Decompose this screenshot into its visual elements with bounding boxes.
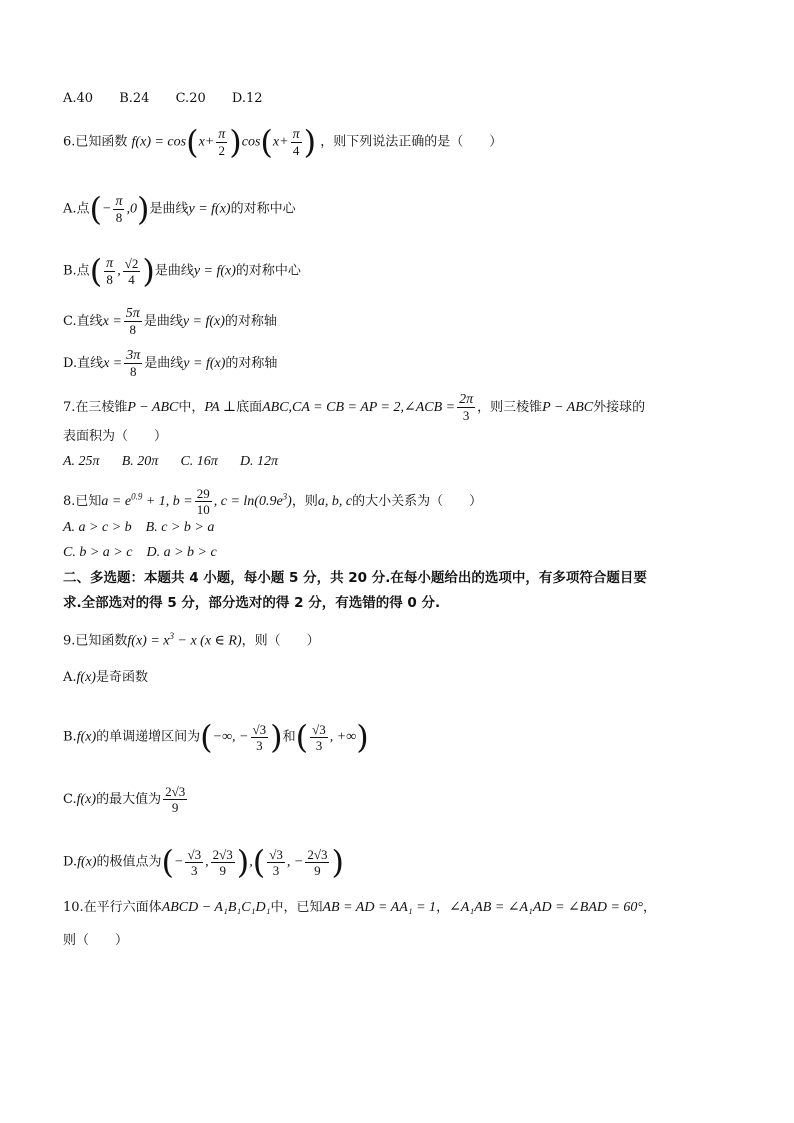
q6-option-d: D.直线x = $\frac{3\pi}{8}$ 是曲线y = f(x)的对称轴	[63, 348, 278, 379]
q6-option-b: B.点( $\frac{\pi}{8}$ , $\frac{√2}{4}$ )是曲线y = f(x)的对称中心	[63, 252, 301, 290]
q8-options-row1: A. a > c > b B. c > b > a	[63, 520, 215, 535]
q6-frac-pi-4: $\frac{\pi}{4}$	[292, 126, 300, 158]
q9-option-a: A.f(x)是奇函数	[63, 670, 148, 685]
q9-option-b: B.f(x)的单调递增区间为(−∞, − $\frac{√3}{3}$ )和( $\frac{√3}{3}$ , +∞)	[63, 718, 369, 756]
q10-stem-line2: 则（ ）	[63, 933, 129, 948]
q6-option-c: C.直线x = $\frac{5\pi}{8}$ 是曲线y = f(x)的对称轴	[63, 306, 277, 337]
q8-stem: 8.已知$a = e^{0.9} + 1$, b = $\frac{29}{10}$ , $c = \ln(0.9e^3)$，则a, b, c的大小关系为（ ）	[63, 486, 483, 517]
q10-stem: 10.在平行六面体ABCD − A₁B₁C₁D₁中，已知AB = AD = AA₁ = 1，∠A₁AB = ∠A₁AD = ∠BAD = 60°，	[63, 900, 657, 915]
section2-heading-line1: 二、多选题：本题共 4 小题，每小题 5 分，共 20 分.在每小题给出的选项中，有多项符合题目要	[63, 570, 647, 586]
q5-options	[63, 91, 263, 107]
q9-stem: 9.已知函数$f(x) = x^3 - x$ (x ∈ R)，则（ ）	[63, 631, 320, 649]
section2-heading-line2: 求.全部选对的得 5 分，部分选对的得 2 分，有选错的得 0 分.	[63, 595, 441, 611]
q5-option-b: B.24	[119, 91, 150, 106]
q7-stem: 7.在三棱锥P − ABC中，PA ⊥底面ABC,CA = CB = AP = 2,∠ACB = $\frac{2\pi}{3}$ ，则三棱锥P − ABC外接球的	[63, 392, 646, 423]
q6-stem: 6.已知函数 f(x) = cos(x+ $\frac{\pi}{2}$ )cos(x+ $\frac{\pi}{4}$ ) ，则下列说法正确的是（ ）	[63, 123, 503, 161]
q5-option-d: D.12	[231, 91, 263, 106]
q6-option-a: A.点(− $\frac{\pi}{8}$ ,0)是曲线y = f(x)的对称中心	[63, 190, 296, 228]
q5-option-a: A.40	[63, 91, 94, 106]
q5-option-c: C.20	[175, 91, 206, 106]
q6-frac-pi-2: $\frac{\pi}{2}$	[218, 126, 226, 158]
q8-options-row2: C. b > a > c D. a > b > c	[63, 545, 217, 560]
q6-stem-prefix: 6.已知函数	[63, 134, 128, 150]
q9-option-d: D.f(x)的极值点为(− $\frac{√3}{3}$ , $\frac{2√3}{9}$ ),( $\frac{√3}{3}$ , − $\frac{2√3}{9}$ )	[63, 843, 344, 881]
q7-stem-line2: 表面积为（ ）	[63, 429, 168, 444]
q9-option-c: C.f(x)的最大值为 $\frac{2√3}{9}$	[63, 784, 186, 815]
q6-f-def: f(x) = cos	[131, 134, 187, 150]
q6-stem-suffix: ，则下列说法正确的是（ ）	[320, 134, 503, 150]
q7-options: A. 25π B. 20π C. 16π D. 12π	[63, 454, 279, 469]
